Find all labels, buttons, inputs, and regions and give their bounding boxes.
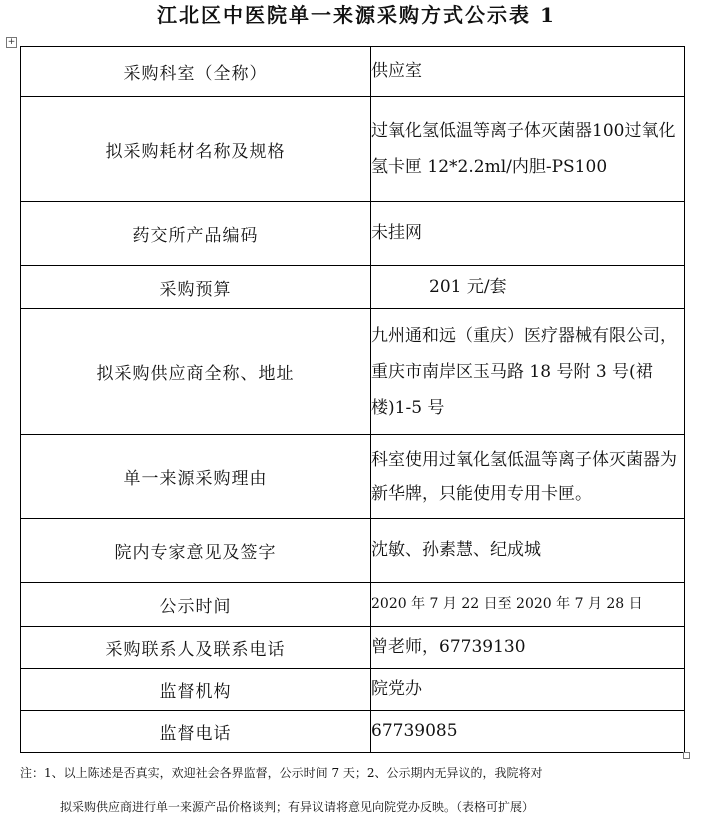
document-title: 江北区中医院单一来源采购方式公示表 1 [157, 3, 556, 27]
row-value: 科室使用过氧化氢低温等离子体灭菌器为新华牌，只能使用专用卡匣。 [371, 435, 685, 519]
table-row [21, 519, 685, 583]
table-row [21, 202, 685, 266]
row-value: 2020 年 7 月 22 日至 2020 年 7 月 28 日 [371, 583, 685, 627]
table-row [21, 47, 685, 97]
row-label: 监督机构 [21, 669, 371, 711]
announcement-table [20, 46, 685, 753]
table-row [21, 627, 685, 669]
row-value: 院党办 [371, 669, 685, 711]
row-label: 单一来源采购理由 [21, 435, 371, 519]
footnote-line-2: 拟采购供应商进行单一来源产品价格谈判；有异议请将意见向院党办反映。（表格可扩展） [60, 800, 535, 814]
row-label: 拟采购供应商全称、地址 [21, 309, 371, 435]
row-value: 过氧化氢低温等离子体灭菌器100过氧化氢卡匣 12*2.2ml/内胆-PS100 [371, 97, 685, 202]
table-row [21, 711, 685, 753]
row-label: 拟采购耗材名称及规格 [21, 97, 371, 202]
table-row [21, 309, 685, 435]
row-value: 未挂网 [371, 202, 685, 266]
row-value: 曾老师，67739130 [371, 627, 685, 669]
row-label: 院内专家意见及签字 [21, 519, 371, 583]
row-value: 九州通和远（重庆）医疗器械有限公司，重庆市南岸区玉马路 18 号附 3 号(裙楼)1-5 号 [371, 309, 685, 435]
row-label: 采购联系人及联系电话 [21, 627, 371, 669]
table-move-handle-icon[interactable]: + [7, 37, 16, 47]
row-value: 沈敏、孙素慧、纪成城 [371, 519, 685, 583]
footnote-line-1: 注：1、以上陈述是否真实，欢迎社会各界监督，公示时间 7 天；2、公示期内无异议的，我院将对 [20, 766, 543, 780]
row-value: 67739085 [371, 711, 685, 753]
table-resize-handle[interactable] [683, 752, 690, 759]
row-label: 监督电话 [21, 711, 371, 753]
table-row [21, 266, 685, 309]
row-label: 采购预算 [21, 266, 371, 309]
row-label: 药交所产品编码 [21, 202, 371, 266]
table-row [21, 435, 685, 519]
footnote [20, 760, 690, 816]
table-row [21, 97, 685, 202]
row-label: 采购科室（全称） [21, 47, 371, 97]
row-label: 公示时间 [21, 583, 371, 627]
row-value: 201 元/套 [371, 266, 685, 309]
table-row [21, 583, 685, 627]
table-row [21, 669, 685, 711]
row-value: 供应室 [371, 47, 685, 97]
